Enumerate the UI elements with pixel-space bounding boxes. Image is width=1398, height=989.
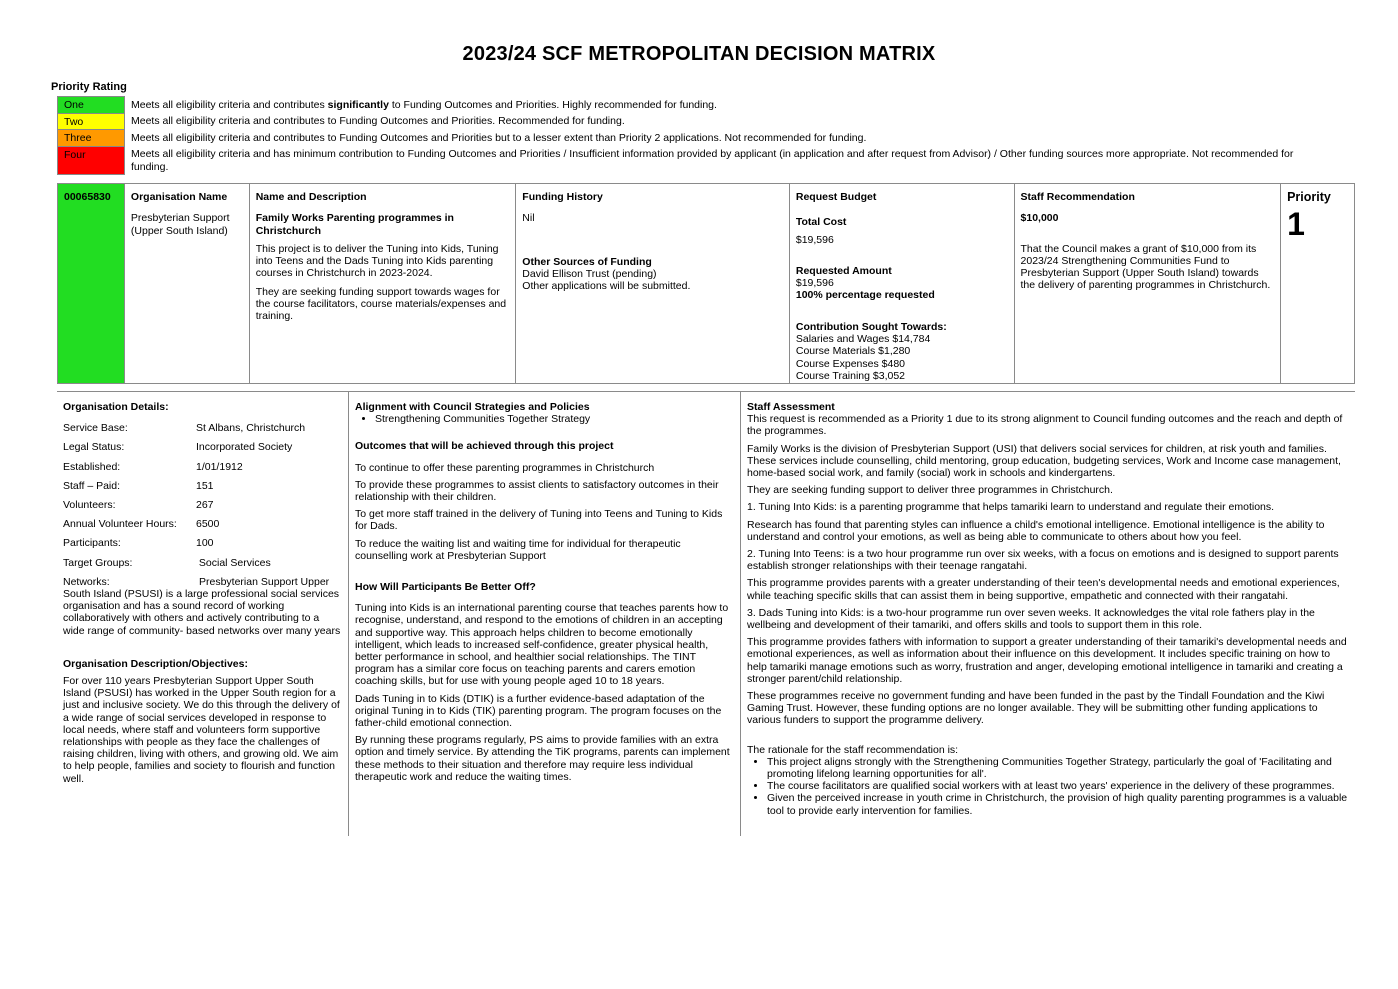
detail-label: Service Base: <box>63 422 128 435</box>
page-title: 2023/24 SCF METROPOLITAN DECISION MATRIX <box>462 43 936 65</box>
better-off-heading: How Will Participants Be Better Off? <box>355 581 536 594</box>
alignment-item: • Strengthening Communities Together Strategy <box>375 413 734 425</box>
assessment-paragraph: This programme provides fathers with information to support a greater understanding of their tamariki's developmental needs and emotional experiences, as well as information about their influence on this development. It includes specific training on how to help tamariki manage emotions such as worry, frustration and anger, developing emotional intelligence in tamariki and creating a stronger parent/child relationship. <box>747 636 1347 685</box>
detail-row <box>63 480 342 492</box>
assessment-paragraph: These programmes receive no government funding and have been funded in the past by the Tindall Foundation and the Kiwi Gaming Trust. However, these funding options are no longer available. They will be submitting other funding applications to various funders to support the programme delivery. <box>747 690 1325 727</box>
priority-swatch: Four <box>58 146 125 174</box>
detail-row <box>63 441 342 453</box>
organisation-description-text: For over 110 years Presbyterian Support Upper South Island (PSUSI) has worked in the Upper South region for a just and inclusive society. We do this through the delivery of a wide range of social services developed in response to local needs, where staff and volunteers form supportive relationships with people as they face the challenges of raising children, living with others, and growing old. We aim to help people, families and society to flourish and function well. <box>63 675 340 785</box>
organisation-name-column <box>125 184 250 383</box>
detail-label: Legal Status: <box>63 441 125 454</box>
priority-text-bold: significantly <box>327 98 389 111</box>
better-off-paragraph: Dads Tuning in to Kids (DTIK) is a further evidence-based adaptation of the original Tuning in to Kids (TIK) parenting program. The program focuses on the father-child emotional connection. <box>355 692 722 730</box>
assessment-paragraph: 2. Tuning Into Teens: is a two hour programme run over six weeks, with a focus on emotions and is designed to support parents establish stronger relationships with their teenage rangatahi. <box>747 548 1339 573</box>
other-sources-header: Other Sources of Funding <box>522 255 652 268</box>
priority-value: 1 <box>1287 206 1305 243</box>
detail-row <box>63 461 342 473</box>
project-description-2: They are seeking funding support towards wages for the course facilitators, course materials/expenses and training. <box>255 285 507 323</box>
detail-row <box>63 422 342 434</box>
outcome-item: To continue to offer these parenting programmes in Christchurch <box>355 461 655 474</box>
detail-row <box>63 518 342 530</box>
organisation-name: Presbyterian Support (Upper South Island) <box>130 212 230 237</box>
better-off-paragraph: Tuning into Kids is an international parenting course that teaches parents how to recognise, understand, and respond to the emotions of children in an accepting and supportive way. This approach helps children to become emotionally intelligent, which leads to increased self-confidence, greater physical health, better performance in school, and healthier social relationships. The TINT program has a similar core focus on teaching parents and carers emotion coaching skills, but for use with young people aged 10 to 18 years. <box>355 602 729 688</box>
organisation-description-heading: Organisation Description/Objectives: <box>63 657 248 670</box>
priority-description <box>125 113 1317 130</box>
detail-value: Incorporated Society <box>196 441 293 454</box>
better-off-paragraph: By running these programs regularly, PS aims to provide families with an extra option and timely service. By attending the TiK programs, parents can implement these methods to their situation and therefore may require less individual therapeutic work and reduce the waiting times. <box>355 734 730 783</box>
staff-assessment-column <box>741 392 1355 836</box>
rationale-intro: The rationale for the staff recommendation is: <box>747 743 959 756</box>
assessment-paragraph: They are seeking funding support to deliver three programmes in Christchurch. <box>747 484 1113 497</box>
detail-label: Volunteers: <box>63 499 116 512</box>
rationale-item: • Given the perceived increase in youth crime in Christchurch, the provision of high quality parenting programmes is a valuable tool to provide early intervention for families. <box>767 792 1349 816</box>
other-source-1: David Ellison Trust (pending) <box>522 267 657 280</box>
detail-value: 1/01/1912 <box>196 460 243 473</box>
project-description-1: This project is to deliver the Tuning into Kids, Tuning into Teens and the Dads Tuning into Kids parenting courses in Christchurch in 2023-2024. <box>255 242 499 280</box>
organisation-details-column <box>57 392 349 836</box>
staff-assessment-heading: Staff Assessment <box>747 401 835 413</box>
priority-description <box>125 130 1317 147</box>
priority-swatch: Two <box>58 113 125 130</box>
details-section <box>57 391 1355 836</box>
priority-header: Priority <box>1287 190 1331 204</box>
detail-label: Annual Volunteer Hours: <box>63 518 177 531</box>
networks-value: Presbyterian Support Upper South Island (PSUSI) is a large professional social services organisation and has a sound record of working collaboratively with others and actively contributing to a wide range of community- based networks over many years <box>63 575 341 637</box>
priority-rating-row <box>58 146 1317 174</box>
total-cost-value: $19,596 <box>795 233 834 246</box>
other-source-2: Other applications will be submitted. <box>522 280 691 293</box>
alignment-heading: Alignment with Council Strategies and Policies <box>355 401 590 413</box>
staff-recommendation-text: That the Council makes a grant of $10,000 from its 2023/24 Strengthening Communities Fund to Presbyterian Support (Upper South Island) towards the delivery of parenting programmes in Christchurch. <box>1020 242 1271 292</box>
requested-amount-label: Requested Amount <box>795 264 892 277</box>
requested-amount-value: $19,596 <box>795 277 834 290</box>
organisation-details-heading: Organisation Details: <box>63 401 169 413</box>
detail-row <box>63 537 342 549</box>
detail-value: St Albans, Christchurch <box>196 422 306 435</box>
detail-value: Social Services <box>196 556 271 569</box>
name-description-header: Name and Description <box>255 191 367 203</box>
assessment-paragraph: Research has found that parenting styles can influence a child's emotional intelligence. Emotional intelligence is the ability to understand and control your emotions, as well as being able to communicate to others about how you feel. <box>747 518 1325 543</box>
outcome-item: To provide these programmes to assist clients to satisfactory outcomes in their relationship with their children. <box>355 478 719 504</box>
name-description-column <box>250 184 517 383</box>
staff-recommendation-amount: $10,000 <box>1020 212 1059 225</box>
outcome-item: To reduce the waiting list and waiting time for individual for therapeutic counselling work at Presbyterian Support <box>355 537 681 562</box>
staff-recommendation-column <box>1015 184 1282 383</box>
total-cost-label: Total Cost <box>795 216 847 229</box>
decision-matrix-row <box>57 183 1355 384</box>
contribution-item: Course Training $3,052 <box>795 369 906 382</box>
outcomes-heading: Outcomes that will be achieved through this project <box>355 440 614 453</box>
assessment-paragraph: This request is recommended as a Priority 1 due to its strong alignment to Council funding outcomes and the reach and depth of the programmes. <box>747 413 1343 438</box>
priority-rating-row <box>58 97 1317 114</box>
detail-value: 267 <box>196 499 214 512</box>
detail-value: 151 <box>196 479 214 492</box>
contribution-item: Course Expenses $480 <box>795 357 906 370</box>
priority-rating-row <box>58 113 1317 130</box>
funding-history-header: Funding History <box>522 191 603 203</box>
application-id: 00065830 <box>58 184 125 383</box>
rationale-item: • This project aligns strongly with the Strengthening Communities Together Strategy, particularly the goal of 'Facilitating and promoting lifelong learning opportunities for all'. <box>767 756 1349 780</box>
priority-swatch: One <box>58 97 125 114</box>
staff-recommendation-header: Staff Recommendation <box>1020 191 1135 203</box>
detail-value: 100 <box>196 537 214 550</box>
priority-text: Meets all eligibility criteria and has minimum contribution to Funding Outcomes and Priorities / Insufficient information provided by applicant (in application and after request from Advisor) / Other funding sources more appropriate. Not recommended for funding. <box>131 148 1294 173</box>
contribution-sought-label: Contribution Sought Towards: <box>795 320 947 333</box>
priority-swatch: Three <box>58 130 125 147</box>
networks-label: Networks: <box>63 575 110 588</box>
contribution-item: Course Materials $1,280 <box>795 345 911 358</box>
priority-description <box>125 146 1317 174</box>
contribution-item: Salaries and Wages $14,784 <box>795 333 931 346</box>
assessment-paragraph: Family Works is the division of Presbyterian Support (USI) that delivers social services for children, at risk youth and families. These services include counselling, child mentoring, group education, budgeting services, Work and Income case management, home-based social work, and family (social) work in schools and kindergartens. <box>747 442 1341 480</box>
priority-column <box>1281 184 1354 383</box>
detail-value: 6500 <box>196 518 220 531</box>
detail-label: Staff – Paid: <box>63 479 121 492</box>
organisation-name-header: Organisation Name <box>130 191 228 203</box>
project-title: Family Works Parenting programmes in Christchurch <box>255 212 454 237</box>
request-budget-header: Request Budget <box>795 191 877 203</box>
alignment-column <box>349 392 741 836</box>
detail-row <box>63 499 342 511</box>
funding-history-value: Nil <box>522 212 535 225</box>
outcome-item: To get more staff trained in the delivery of Tuning into Teens and Tuning to Kids for Dads. <box>355 508 723 533</box>
detail-label: Target Groups: <box>63 556 133 569</box>
funding-history-column <box>516 184 790 383</box>
priority-rating-table <box>57 96 1317 175</box>
rationale-item: • The course facilitators are qualified social workers with at least two years' experience in the delivery of these programmes. <box>767 780 1349 792</box>
priority-text: Meets all eligibility criteria and contributes <box>131 98 328 111</box>
percentage-requested: 100% percentage requested <box>795 289 935 302</box>
assessment-paragraph: 3. Dads Tuning into Kids: is a two-hour programme run over seven weeks. It acknowledges the vital role fathers play in the wellbeing and development of their tamariki, and offers skills and tools to support them in this role. <box>747 606 1315 632</box>
detail-label: Participants: <box>63 537 121 550</box>
priority-text: Meets all eligibility criteria and contributes to Funding Outcomes and Priorities but to a lesser extent than Priority 2 applications. Not recommended for funding. <box>131 131 867 144</box>
priority-rating-row <box>58 130 1317 147</box>
priority-text: Meets all eligibility criteria and contributes to Funding Outcomes and Priorities. Recommended for funding. <box>131 115 625 127</box>
priority-text: to Funding Outcomes and Priorities. Highly recommended for funding. <box>388 98 717 111</box>
networks-text <box>63 576 342 637</box>
priority-description <box>125 97 1317 114</box>
priority-rating-heading: Priority Rating <box>51 81 127 93</box>
detail-row <box>63 557 342 569</box>
rationale-list <box>747 756 1349 817</box>
request-budget-column <box>790 184 1015 383</box>
assessment-paragraph: 1. Tuning Into Kids: is a parenting programme that helps tamariki learn to understand and regulate their emotions. <box>747 501 1275 514</box>
assessment-paragraph: This programme provides parents with a greater understanding of their teen's developmental needs and emotional experiences, while teaching specific skills that can assist them in being supportive, empathetic and connected with their rangatahi. <box>747 577 1340 602</box>
detail-label: Established: <box>63 460 121 473</box>
